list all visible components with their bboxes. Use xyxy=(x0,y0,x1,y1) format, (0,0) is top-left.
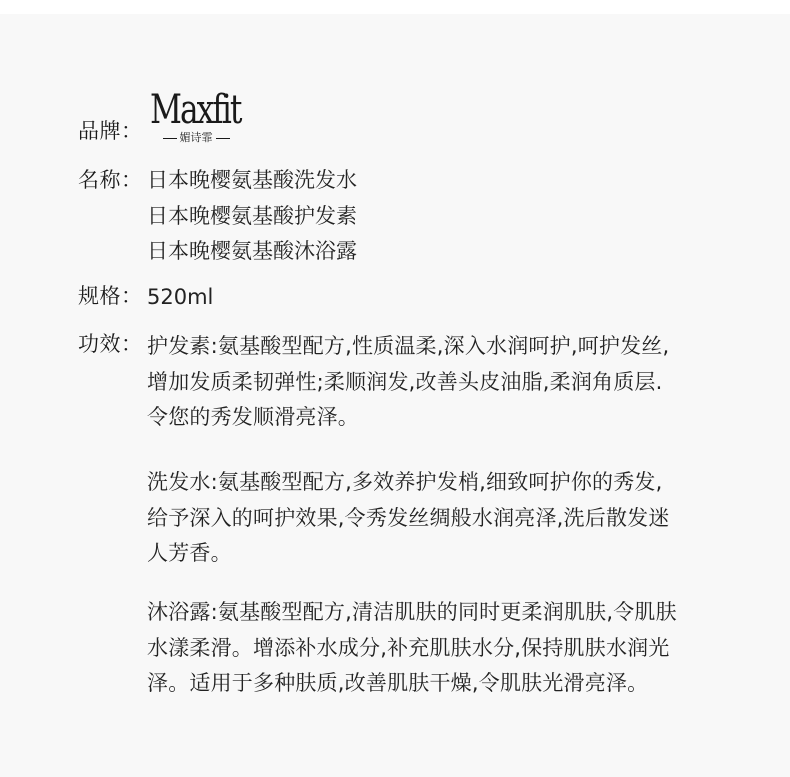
effect-paragraph-shampoo xyxy=(147,465,762,572)
paragraph-line: 人芳香。 xyxy=(147,541,232,565)
spec-label: 规格： xyxy=(78,284,143,308)
name-value-body-wash: 日本晚樱氨基酸沐浴露 xyxy=(147,239,357,263)
logo-dash-left xyxy=(163,138,177,139)
paragraph-line: 水漾柔滑。增添补水成分,补充肌肤水分,保持肌肤水润光 xyxy=(147,635,670,660)
paragraph-line: 令您的秀发顺滑亮泽。 xyxy=(147,405,359,429)
name-value-conditioner: 日本晚樱氨基酸护发素 xyxy=(147,204,357,228)
spec-value: 520ml xyxy=(147,285,214,309)
paragraph-line: 增加发质柔韧弹性;柔顺润发,改善头皮油脂,柔润角质层. xyxy=(147,369,663,394)
effect-paragraph-conditioner xyxy=(147,329,762,436)
paragraph-line: 泽。适用于多种肤质,改善肌肤干燥,令肌肤光滑亮泽。 xyxy=(147,671,649,695)
name-value-shampoo: 日本晚樱氨基酸洗发水 xyxy=(147,168,357,192)
paragraph-line: 沐浴露:氨基酸型配方,清洁肌肤的同时更柔润肌肤,令肌肤 xyxy=(147,600,677,624)
name-label: 名称： xyxy=(78,168,143,192)
brand-logo xyxy=(150,88,242,148)
brand-label: 品牌： xyxy=(78,119,143,143)
paragraph-line: 护发素:氨基酸型配方,性质温柔,深入水润呵护,呵护发丝, xyxy=(147,334,670,358)
logo-subtitle-text: 媚诗霏 xyxy=(179,131,213,144)
paragraph-line: 给予深入的呵护效果,令秀发丝绸般水润亮泽,洗后散发迷 xyxy=(147,505,670,530)
effect-label: 功效： xyxy=(78,332,143,356)
paragraph-line: 洗发水:氨基酸型配方,多效养护发梢,细致呵护你的秀发, xyxy=(147,470,663,494)
logo-dash-right xyxy=(216,138,230,139)
effect-paragraph-body-wash xyxy=(147,595,762,702)
logo-wordmark: Maxfit xyxy=(150,87,241,133)
logo-subtitle xyxy=(152,131,240,145)
